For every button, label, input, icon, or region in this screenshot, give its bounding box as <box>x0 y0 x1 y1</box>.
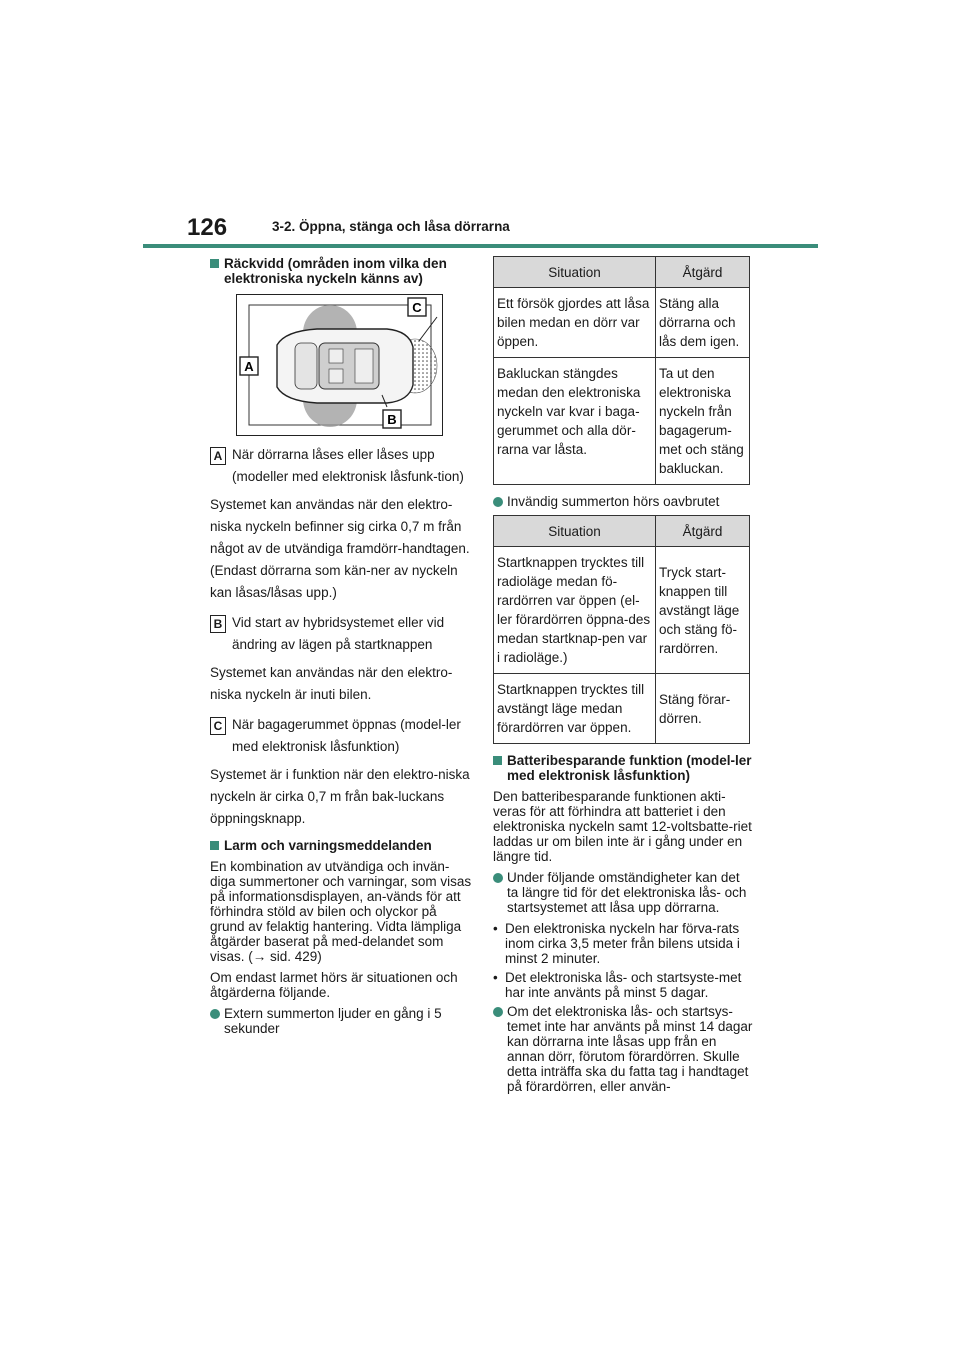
round-bullet-icon <box>493 497 503 507</box>
round-bullet-icon <box>493 1007 503 1017</box>
table-header-row <box>494 257 750 288</box>
table-cell: Ta ut den elektroniska nyckeln från bagagerum-met och stäng bakluckan. <box>656 358 750 485</box>
badge-c: C <box>210 717 226 735</box>
square-bullet-icon <box>210 259 219 268</box>
alarm-heading-text: Larm och varningsmeddelanden <box>224 838 432 853</box>
square-bullet-icon <box>210 841 219 850</box>
round-bullet-icon <box>210 1009 220 1019</box>
key-range-figure <box>236 294 443 436</box>
left-column <box>210 256 472 1042</box>
alarm-para-2: Om endast larmet hörs är situationen och åtgärderna följande. <box>210 970 458 1000</box>
leader-c <box>419 317 437 341</box>
section-title: 3-2. Öppna, stänga och låsa dörrarna <box>272 219 510 234</box>
badge-a: A <box>210 447 226 465</box>
table-cell: Startknappen trycktes till avstängt läge medan förardörren var öppen. <box>494 674 656 744</box>
table-row <box>494 288 750 358</box>
range-heading <box>210 256 472 286</box>
badge-b: B <box>210 615 226 633</box>
table-cell: Bakluckan stängdes medan den elektroniska nyckeln var kvar i baga-gerummet och alla dör-rarna var låsta. <box>494 358 656 485</box>
table-cell: Ett försök gjordes att låsa bilen medan en dörr var öppen. <box>494 288 656 358</box>
para-c: Systemet är i funktion när den elektro-niska nyckeln är cirka 0,7 m från bak-luckans öppningsknapp. <box>210 767 470 826</box>
dash-bullet-icon: • <box>493 970 498 985</box>
table-internal-alarm <box>493 515 750 744</box>
header-situation: Situation <box>494 516 656 547</box>
battery-para: Den batteribesparande funktionen akti-veras för att förhindra att batteriet i den elektroniska nyckeln samt 12-voltsbatte-riet laddas ur om bilen inte är i gång under en längre tid. <box>493 789 752 864</box>
label-a: A <box>244 359 254 374</box>
page-number: 126 <box>187 214 228 241</box>
header-rule <box>143 244 818 248</box>
para-a: Systemet kan användas när den elektro-niska nyckeln befinner sig cirka 0,7 m från något av de utvändiga framdörr-handtagen. (Endast dörrarna som kän-ner av nyckeln kan låsas/låsas upp.) <box>210 497 470 600</box>
table-cell: Tryck start-knappen till avstängt läge och stäng fö-rardörren. <box>656 547 750 674</box>
item-b-text: Vid start av hybridsystemet eller vid ändring av lägen på startknappen <box>232 615 445 652</box>
table-row <box>494 547 750 674</box>
dash-item-2-text: Det elektroniska lås- och startsyste-met har inte använts på minst 5 dagar. <box>505 970 742 1000</box>
bullet-conditions-text: Under följande omständigheter kan det ta längre tid för det elektroniska lås- och startsystemet att låsa upp dörrarna. <box>507 870 747 915</box>
bullet-conditions <box>493 870 753 915</box>
round-bullet-icon <box>493 873 503 883</box>
item-a-text: När dörrarna låses eller låses upp (modeller med elektronisk låsfunk-tion) <box>232 447 464 484</box>
label-b: B <box>387 412 397 427</box>
table-external-alarm <box>493 256 750 485</box>
bullet-external <box>210 1006 472 1036</box>
table-row <box>494 358 750 485</box>
car-range-diagram <box>237 295 442 435</box>
bullet-external-text: Extern summerton ljuder en gång i 5 sekunder <box>224 1006 442 1036</box>
table-row <box>494 674 750 744</box>
header-situation: Situation <box>494 257 656 288</box>
item-c-text: När bagagerummet öppnas (model-ler med elektronisk låsfunktion) <box>232 717 461 754</box>
front-seat-right <box>329 369 343 383</box>
dash-item-1-text: Den elektroniska nyckeln har förva-rats inom cirka 3,5 meter från bilens utsida i minst 2 minuter. <box>505 921 740 966</box>
para-b: Systemet kan användas när den elektro-niska nyckeln är inuti bilen. <box>210 665 453 702</box>
front-seat-left <box>329 349 343 363</box>
label-c: C <box>412 300 422 315</box>
header-action: Åtgärd <box>656 257 750 288</box>
table-cell: Stäng förar-dörren. <box>656 674 750 744</box>
bullet-internal <box>493 494 753 509</box>
table-cell: Stäng alla dörrarna och lås dem igen. <box>656 288 750 358</box>
dash-bullet-icon: • <box>493 921 498 936</box>
windshield <box>295 343 317 389</box>
bullet-unused <box>493 1004 753 1094</box>
header-action: Åtgärd <box>656 516 750 547</box>
bullet-unused-text: Om det elektroniska lås- och startsys-temet inte har använts på minst 14 dagar kan dörrarna inte låsas upp från en annan dörr, förutom förardörren. Skulle detta inträffa ska du fatta tag i handtaget på förardörren, eller använ- <box>507 1004 753 1094</box>
item-b <box>210 612 472 656</box>
dash-item-2 <box>493 970 753 1000</box>
square-bullet-icon <box>493 756 502 765</box>
right-column <box>493 256 753 1100</box>
battery-heading <box>493 753 753 783</box>
bullet-internal-text: Invändig summerton hörs oavbrutet <box>507 494 720 509</box>
alarm-para: En kombination av utvändiga och invän-diga summertoner och varningar, som visas på informationsdisplayen, an-vänds för att förhindra stöld av bilen och olyckor på grund av felaktig hantering. Vidta lämpliga åtgärder baserat på med-delandet som visas. (→ sid. 429) <box>210 859 472 964</box>
dash-item-1 <box>493 921 753 966</box>
battery-heading-text: Batteribesparande funktion (model-ler med elektronisk låsfunktion) <box>507 753 752 783</box>
item-c <box>210 714 472 758</box>
item-a <box>210 444 472 488</box>
range-heading-text: Räckvidd (områden inom vilka den elektroniska nyckeln känns av) <box>224 256 447 286</box>
rear-seat <box>355 349 373 383</box>
table-header-row <box>494 516 750 547</box>
alarm-heading <box>210 838 472 853</box>
table-cell: Startknappen trycktes till radioläge medan fö-rardörren var öppen (el-ler förardörren öppna-des medan startknap-pen var i radioläge.) <box>494 547 656 674</box>
